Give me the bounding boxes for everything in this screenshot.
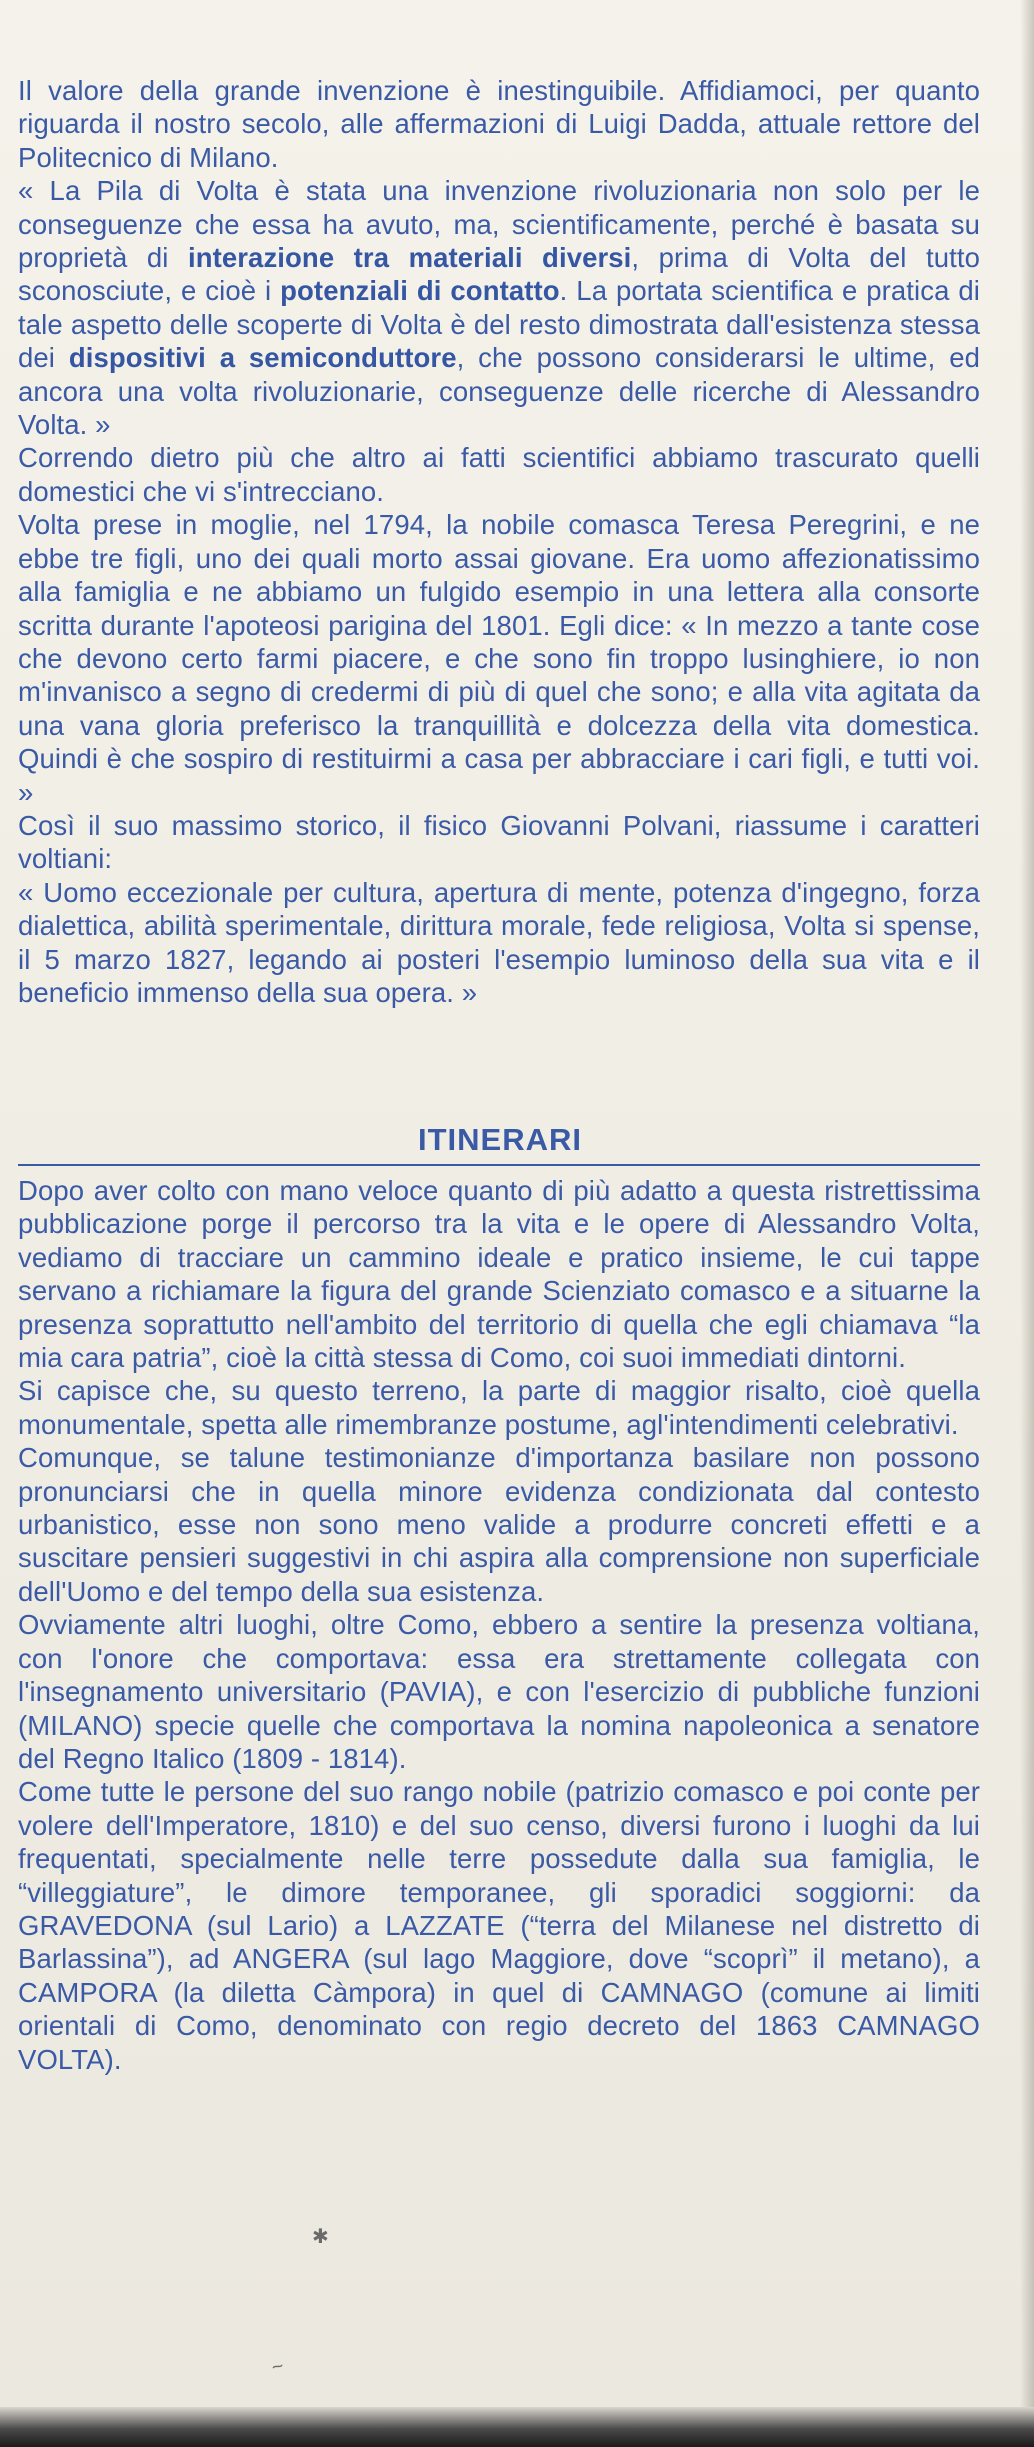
paragraph-residences: Come tutte le persone del suo rango nobile (patrizio comasco e poi conte per volere dell'Imperatore, 1810) e del suo censo, diversi furono i luoghi da lui frequentati, specialmente nelle terre possedute dalla sua famiglia, le “villeggiature”, le dimore temporanee, gli sporadici soggiorni: da GRAVEDONA (sul Lario) a LAZZATE (“terra del Milanese nel distretto di Barlassina”), ad ANGERA (sul lago Maggiore, dove “scoprì” il metano), a CAMPORA (la diletta Càmpora) in quel di CAMNAGO (comune ai limiti orientali di Como, denominato con regio decreto del 1863 CAMNAGO VOLTA). — [18, 1776, 980, 2075]
paragraph-monumental: Si capisce che, su questo terreno, la parte di maggior risalto, cioè quella monumentale, spetta alle rimembranze postume, agl'intendimenti celebrativi. — [18, 1375, 980, 1440]
paragraph-marriage: Volta prese in moglie, nel 1794, la nobile comasca Teresa Peregrini, e ne ebbe tre figli, uno dei quali morto assai giovane. Era uomo affezionatissimo alla famiglia e ne abbiamo un fulgido esempio in una lettera alla consorte scritta durante l'apoteosi parigina del 1801. Egli dice: « In mezzo a tante cose che devono certo farmi piacere, e che sono fin troppo lusinghiere, io non m'invanisco a segno di credermi di più di quel che sono; e alla vita agitata da una vana gloria preferisco la tranquillità e dolcezza della vita domestica. Quindi è che sospiro di restituirmi a casa per abbracciare i cari figli, e tutti voi. » — [18, 509, 980, 808]
paragraph-dadda-intro: Il valore della grande invenzione è inestinguibile. Affidiamoci, per quanto riguarda il nostro secolo, alle affermazioni di Luigi Dadda, attuale rettore del Politecnico di Milano. — [18, 75, 980, 173]
paragraph-other-places: Ovviamente altri luoghi, oltre Como, ebbero a sentire la presenza voltiana, con l'onore che comportava: essa era strettamente collegata con l'insegnamento universitario (PAVIA), e con l'esercizio di pubbliche funzioni (MILANO) specie quelle che comportava la nomina napoleonica a senatore del Regno Italico (1809 - 1814). — [18, 1609, 980, 1774]
paragraph-polvani-quote: « Uomo eccezionale per cultura, apertura di mente, potenza d'ingegno, forza dialettica, abilità sperimentale, dirittura morale, fede religiosa, Volta si spense, il 5 marzo 1827, legando ai posteri l'esempio luminoso della sua vita e il beneficio immenso della sua opera. » — [18, 876, 980, 1008]
quote-text: « La Pila di Volta è stata una invenzione rivoluzionaria non solo per le conseguenze che essa ha avuto, ma, scientificamente, perché è basata su proprietà di — [18, 175, 980, 274]
paragraph-polvani: Così il suo massimo storico, il fisico Giovanni Polvani, riassume i caratteri voltiani: — [18, 809, 980, 875]
section-heading: ITINERARI — [418, 1122, 582, 1157]
ink-smudge: ~ — [269, 2354, 287, 2380]
heading-divider — [18, 1164, 980, 1166]
bold-term-interazione: interazione tra materiali diversi — [187, 242, 632, 274]
upper-text-section — [18, 74, 980, 1009]
page-edge-shadow — [1020, 0, 1034, 2447]
paragraph-testimonies: Comunque, se talune testimonianze d'importanza basilare non possono pronunciarsi che in quella minore evidenza condizionata dal contesto urbanistico, esse non sono meno valide a produrre concreti effetti e a suscitare pensieri suggestivi in chi aspira alla comprensione non superficiale dell'Uomo e del tempo della sua esistenza. — [18, 1442, 980, 1607]
lower-text-section — [18, 1174, 980, 2076]
ink-smudge: ✱ — [312, 2226, 329, 2248]
paragraph-domestic: Correndo dietro più che altro ai fatti scientifici abbiamo trascurato quelli domestici che vi s'intrecciano. — [18, 442, 980, 507]
quote-text: , prima di Volta del tutto sconosciute, e cioè i — [18, 242, 980, 307]
bold-term-dispositivi: dispositivi a semiconduttore — [68, 342, 457, 374]
scan-bottom-edge — [0, 2407, 1034, 2447]
paragraph-pila-quote — [18, 174, 980, 441]
paragraph-itinerary-intro: Dopo aver colto con mano veloce quanto di più adatto a questa ristrettissima pubblicazione porge il percorso tra la vita e le opere di Alessandro Volta, vediamo di tracciare un cammino ideale e pratico insieme, le cui tappe servano a richiamare la figura del grande Scienziato comasco e a situarne la presenza soprattutto nell'ambito del territorio di quella che egli chiamava “la mia cara patria”, cioè la città stessa di Como, coi suoi immediati dintorni. — [18, 1175, 980, 1374]
quote-text: . La portata scientifica e pratica di tale aspetto delle scoperte di Volta è del resto dimostrata dall'esistenza stessa dei — [18, 275, 980, 374]
quote-text: , che possono considerarsi le ultime, ed ancora una volta rivoluzionarie, conseguenze delle ricerche di Alessandro Volta. » — [18, 342, 980, 441]
bold-term-potenziali: potenziali di contatto — [280, 275, 560, 307]
